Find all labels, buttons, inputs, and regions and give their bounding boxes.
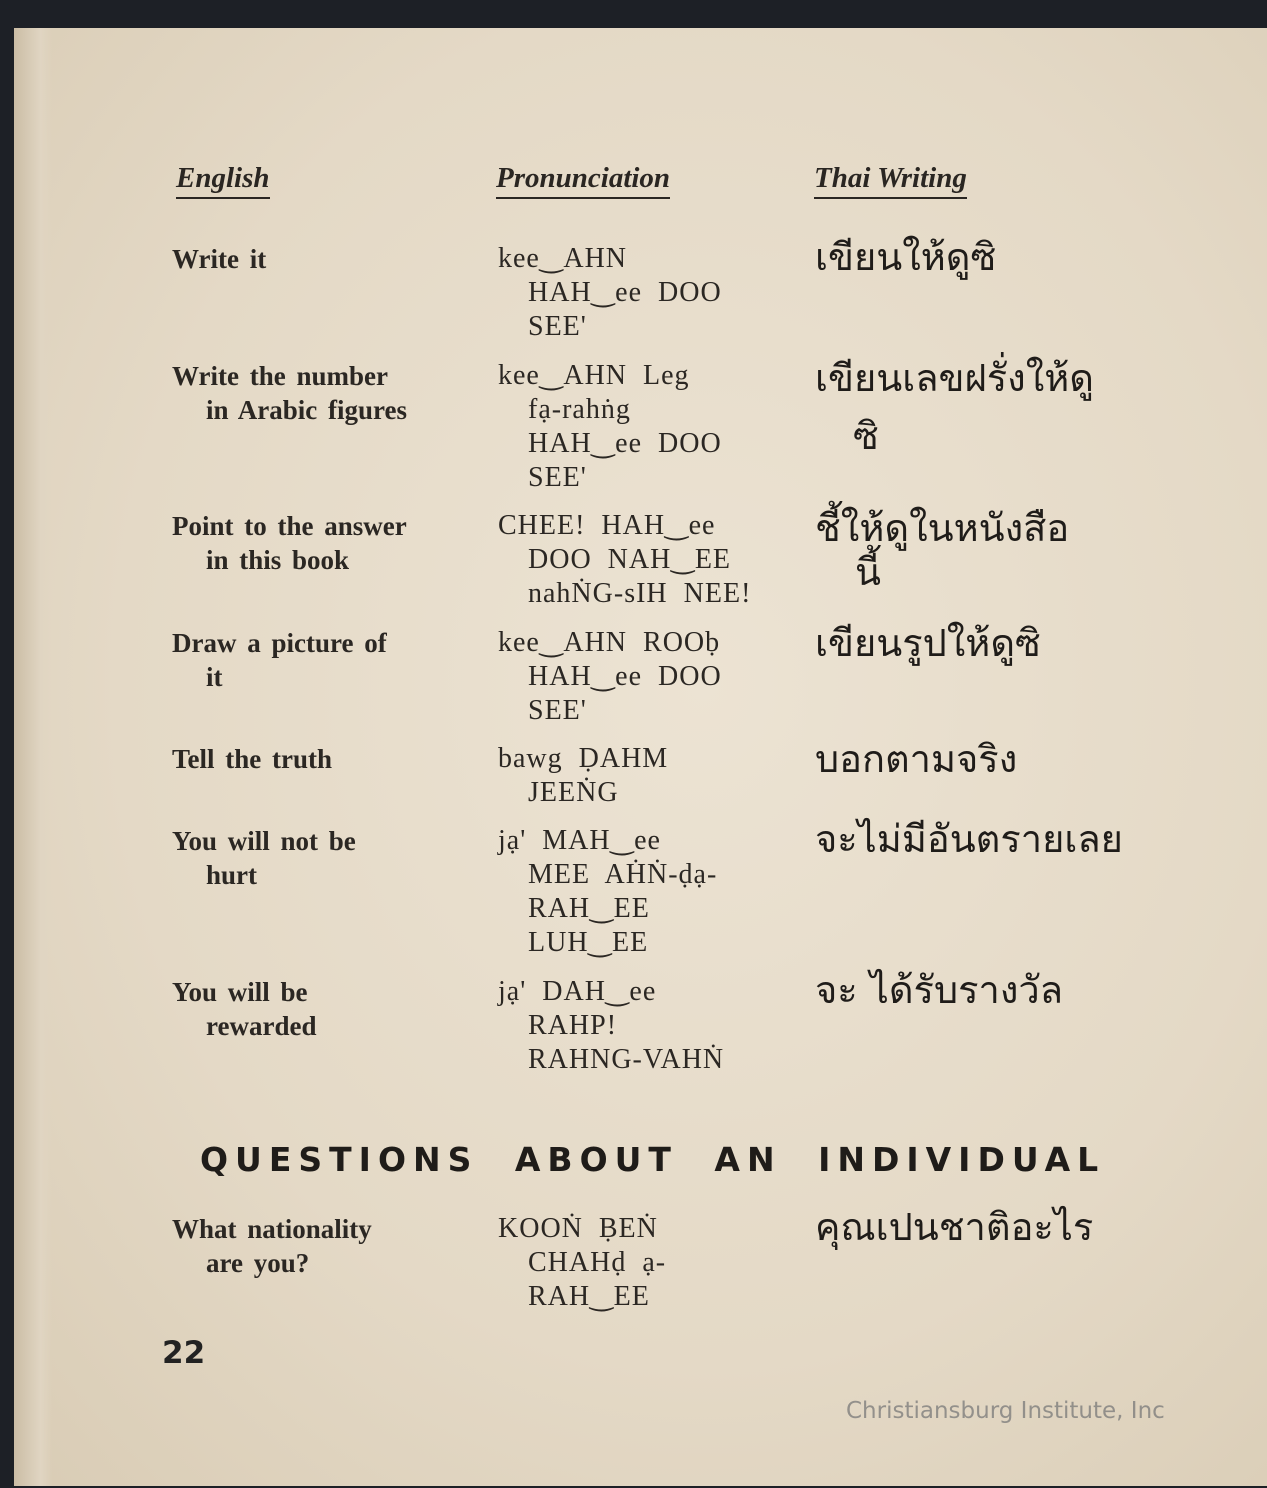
- thai-text: [815, 614, 1155, 672]
- pronunciation-line: LUH‿EE: [528, 927, 649, 958]
- thai-line: เขียนเลขฝรั่งให้ดู: [815, 356, 1094, 400]
- pronunciation-line: jạ' DAH‿ee: [498, 976, 657, 1007]
- thai-line: จะ ได้รับรางวัล: [815, 968, 1064, 1012]
- english-line: it: [206, 662, 223, 692]
- pronunciation-line: SEE': [528, 311, 587, 342]
- pronunciation-text: [498, 242, 818, 344]
- pronunciation-text: [498, 509, 818, 611]
- thai-text: [815, 228, 1155, 286]
- pronunciation-text: [498, 626, 818, 728]
- pronunciation-line: HAH‿ee DOO: [528, 428, 722, 459]
- thai-line: ซิ: [853, 414, 879, 458]
- pronunciation-line: RAH‿EE: [528, 1281, 650, 1312]
- english-line: rewarded: [206, 1011, 317, 1041]
- thai-line: เขียนรูปให้ดูซิ: [815, 621, 1041, 665]
- thai-text: [815, 349, 1155, 465]
- pronunciation-line: fạ-rahṅg: [528, 394, 631, 425]
- pronunciation-line: MEE AḢṄ-ḍạ-: [528, 859, 718, 890]
- english-text: [172, 359, 472, 427]
- pronunciation-line: SEE': [528, 695, 587, 726]
- pronunciation-line: kee‿AHN ROOḅ: [498, 627, 721, 658]
- english-line: Write the number: [172, 361, 388, 391]
- thai-line: คุณเปนชาติอะไร: [815, 1205, 1094, 1249]
- pronunciation-line: RAHP!: [528, 1010, 618, 1041]
- english-line: You will not be: [172, 826, 356, 856]
- english-line: Draw a picture of: [172, 628, 387, 658]
- pronunciation-line: jạ' MAH‿ee: [498, 825, 661, 856]
- section-title: QUESTIONS ABOUT AN INDIVIDUAL: [200, 1140, 1106, 1179]
- thai-text: [815, 1198, 1155, 1256]
- english-text: [172, 742, 472, 776]
- pronunciation-line: SEE': [528, 462, 587, 493]
- pronunciation-text: [498, 975, 818, 1077]
- english-text: [172, 824, 472, 892]
- english-line: What nationality: [172, 1214, 372, 1244]
- english-text: [172, 509, 472, 577]
- english-line: are you?: [206, 1248, 310, 1278]
- pronunciation-line: HAH‿ee DOO: [528, 661, 722, 692]
- thai-text: [815, 961, 1155, 1019]
- thai-line: เขียนให้ดูซิ: [815, 235, 997, 279]
- pronunciation-line: DOO NAH‿EE: [528, 544, 732, 575]
- english-line: in Arabic figures: [206, 395, 408, 425]
- english-line: Tell the truth: [172, 744, 333, 774]
- pronunciation-line: HAH‿ee DOO: [528, 277, 722, 308]
- english-line: Point to the answer: [172, 511, 407, 541]
- header-thai: Thai Writing: [814, 162, 967, 199]
- thai-line: จะไม่มีอันตรายเลย: [815, 817, 1123, 861]
- english-line: You will be: [172, 977, 308, 1007]
- thai-line: นี้: [855, 550, 881, 594]
- thai-text: [815, 499, 1155, 601]
- pronunciation-line: nahṄG-sIH NEE!: [528, 578, 752, 609]
- pronunciation-line: kee‿AHN: [498, 243, 628, 274]
- english-line: in this book: [206, 545, 350, 575]
- pronunciation-line: CHAHḍ ạ-: [528, 1247, 667, 1278]
- pronunciation-line: JEEṄG: [528, 777, 619, 808]
- pronunciation-text: [498, 824, 818, 960]
- english-text: [172, 975, 472, 1043]
- header-pronunciation: Pronunciation: [496, 162, 670, 199]
- pronunciation-line: kee‿AHN Leg: [498, 360, 690, 391]
- pronunciation-line: KOOṄ ḄEṄ: [498, 1213, 658, 1244]
- english-text: [172, 242, 472, 276]
- page-spine: [14, 28, 52, 1486]
- thai-line: ชี้ให้ดูในหนังสือ: [815, 506, 1070, 550]
- page-number: 22: [162, 1335, 206, 1371]
- header-english: English: [176, 162, 270, 199]
- pronunciation-line: bawg ḌAHM: [498, 743, 669, 774]
- watermark: Christiansburg Institute, Inc: [846, 1398, 1165, 1424]
- pronunciation-text: [498, 359, 818, 495]
- english-text: [172, 1212, 472, 1280]
- pronunciation-text: [498, 1212, 818, 1314]
- pronunciation-text: [498, 742, 818, 810]
- english-text: [172, 626, 472, 694]
- pronunciation-line: RAHNG-VAHṄ: [528, 1044, 725, 1075]
- thai-line: บอกตามจริง: [815, 737, 1018, 781]
- thai-text: [815, 730, 1155, 788]
- english-line: hurt: [206, 860, 258, 890]
- pronunciation-line: RAH‿EE: [528, 893, 650, 924]
- pronunciation-line: CHEE! HAH‿ee: [498, 510, 716, 541]
- thai-text: [815, 810, 1155, 868]
- english-line: Write it: [172, 244, 267, 274]
